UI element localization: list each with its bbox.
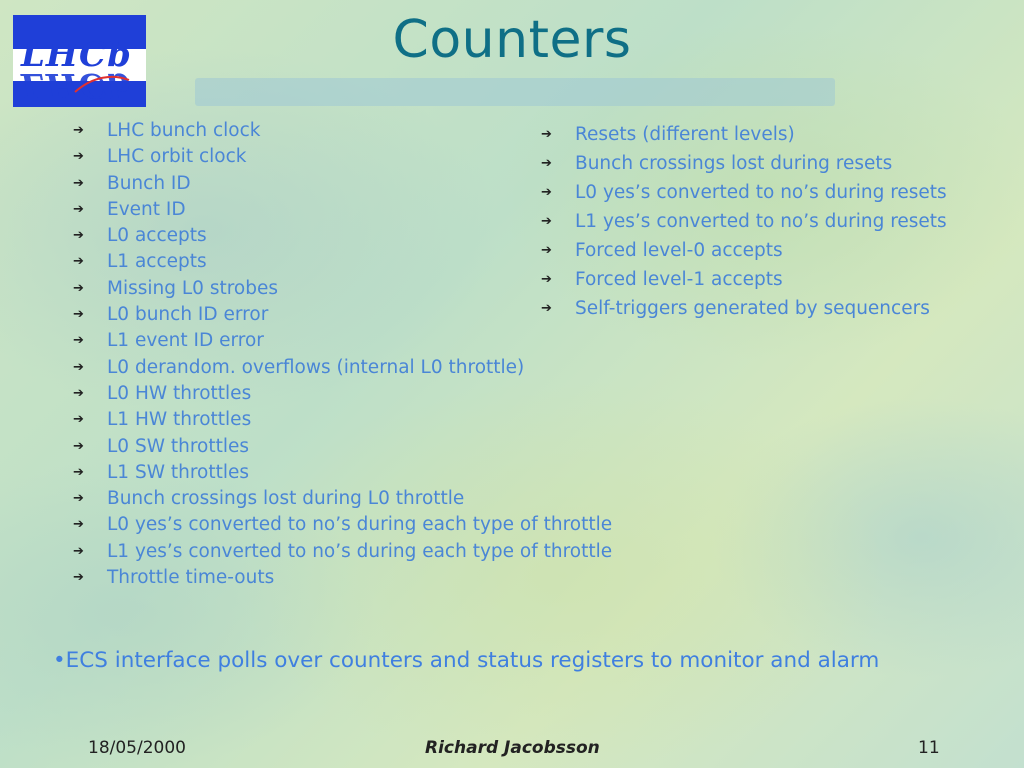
list-item [72, 249, 612, 275]
list-item-label: L1 event ID error [107, 330, 264, 352]
list-item [72, 486, 612, 512]
list-item-label: Event ID [107, 198, 186, 220]
list-item-label: L0 SW throttles [107, 435, 250, 457]
right-counter-list [540, 120, 947, 323]
list-item [72, 381, 612, 407]
footer-author: Richard Jacobsson [425, 738, 600, 758]
list-item-label: L1 SW throttles [107, 461, 250, 483]
list-item-label: LHC orbit clock [107, 146, 247, 168]
list-item-label: Missing L0 strobes [107, 277, 278, 299]
list-item [72, 460, 612, 486]
arrow-right-icon: ➔ [73, 491, 84, 507]
list-item-label: L0 bunch ID error [107, 304, 269, 326]
arrow-right-icon: ➔ [541, 127, 552, 142]
list-item [72, 144, 612, 170]
list-item [72, 302, 612, 328]
arrow-right-icon: ➔ [73, 464, 84, 480]
ecs-note: •ECS interface polls over counters and status registers to monitor and alarm [53, 648, 880, 673]
arrow-right-icon: ➔ [73, 438, 84, 454]
list-item-label: L1 HW throttles [107, 409, 252, 431]
list-item [72, 171, 612, 197]
arrow-right-icon: ➔ [541, 272, 552, 287]
list-item [72, 197, 612, 223]
arrow-right-icon: ➔ [73, 228, 84, 244]
arrow-right-icon: ➔ [73, 175, 84, 191]
arrow-right-icon: ➔ [73, 307, 84, 323]
list-item [72, 565, 612, 591]
list-item-label: Resets (different levels) [575, 124, 795, 145]
arrow-right-icon: ➔ [73, 570, 84, 586]
list-item-label: L0 HW throttles [107, 382, 252, 404]
arrow-right-icon: ➔ [73, 201, 84, 217]
arrow-right-icon: ➔ [541, 243, 552, 258]
logo-text: LHCb [21, 35, 132, 75]
arrow-right-icon: ➔ [73, 412, 84, 428]
arrow-right-icon: ➔ [73, 333, 84, 349]
list-item-label: L1 yes’s converted to no’s during resets [575, 211, 947, 232]
list-item [540, 265, 947, 294]
arrow-right-icon: ➔ [541, 301, 552, 316]
page-title: Counters [392, 10, 632, 70]
list-item [540, 294, 947, 323]
list-item [540, 120, 947, 149]
logo-text-reflection: LHCb [21, 65, 132, 105]
arrow-right-icon: ➔ [541, 214, 552, 229]
list-item-label: Forced level-0 accepts [575, 240, 783, 261]
list-item-label: Throttle time-outs [107, 567, 275, 589]
arrow-right-icon: ➔ [541, 156, 552, 171]
list-item-label: L1 yes’s converted to no’s during each type of throttle [107, 540, 613, 562]
list-item-label: Self-triggers generated by sequencers [575, 298, 930, 319]
list-item [72, 407, 612, 433]
list-item-label: Bunch crossings lost during resets [575, 153, 893, 174]
list-item-label: L0 yes’s converted to no’s during each type of throttle [107, 514, 613, 536]
arrow-right-icon: ➔ [73, 543, 84, 559]
list-item-label: L1 accepts [107, 251, 207, 273]
arrow-right-icon: ➔ [73, 517, 84, 533]
list-item [72, 118, 612, 144]
list-item-label: Forced level-1 accepts [575, 269, 783, 290]
list-item-label: Bunch ID [107, 172, 191, 194]
arrow-right-icon: ➔ [73, 149, 84, 165]
arrow-right-icon: ➔ [73, 385, 84, 401]
list-item [72, 328, 612, 354]
title-underline-bar [195, 78, 835, 106]
list-item-label: LHC bunch clock [107, 120, 261, 141]
list-item [72, 512, 612, 538]
list-item [72, 434, 612, 460]
list-item [540, 207, 947, 236]
page-number: 11 [918, 738, 940, 758]
left-counter-list [72, 118, 612, 591]
list-item [540, 178, 947, 207]
list-item-label: L0 accepts [107, 225, 207, 247]
list-item [72, 539, 612, 565]
logo-swoosh [73, 70, 133, 100]
arrow-right-icon: ➔ [73, 280, 84, 296]
list-item-label: Bunch crossings lost during L0 throttle [107, 488, 465, 510]
list-item [72, 355, 612, 381]
list-item [540, 149, 947, 178]
arrow-right-icon: ➔ [541, 185, 552, 200]
footer-date: 18/05/2000 [88, 738, 186, 758]
list-item [72, 276, 612, 302]
list-item-label: L0 yes’s converted to no’s during resets [575, 182, 947, 203]
list-item [72, 223, 612, 249]
list-item [540, 236, 947, 265]
arrow-right-icon: ➔ [73, 359, 84, 375]
list-item-label: L0 derandom. overflows (internal L0 throttle) [107, 356, 525, 378]
arrow-right-icon: ➔ [73, 254, 84, 270]
arrow-right-icon: ➔ [73, 123, 84, 138]
